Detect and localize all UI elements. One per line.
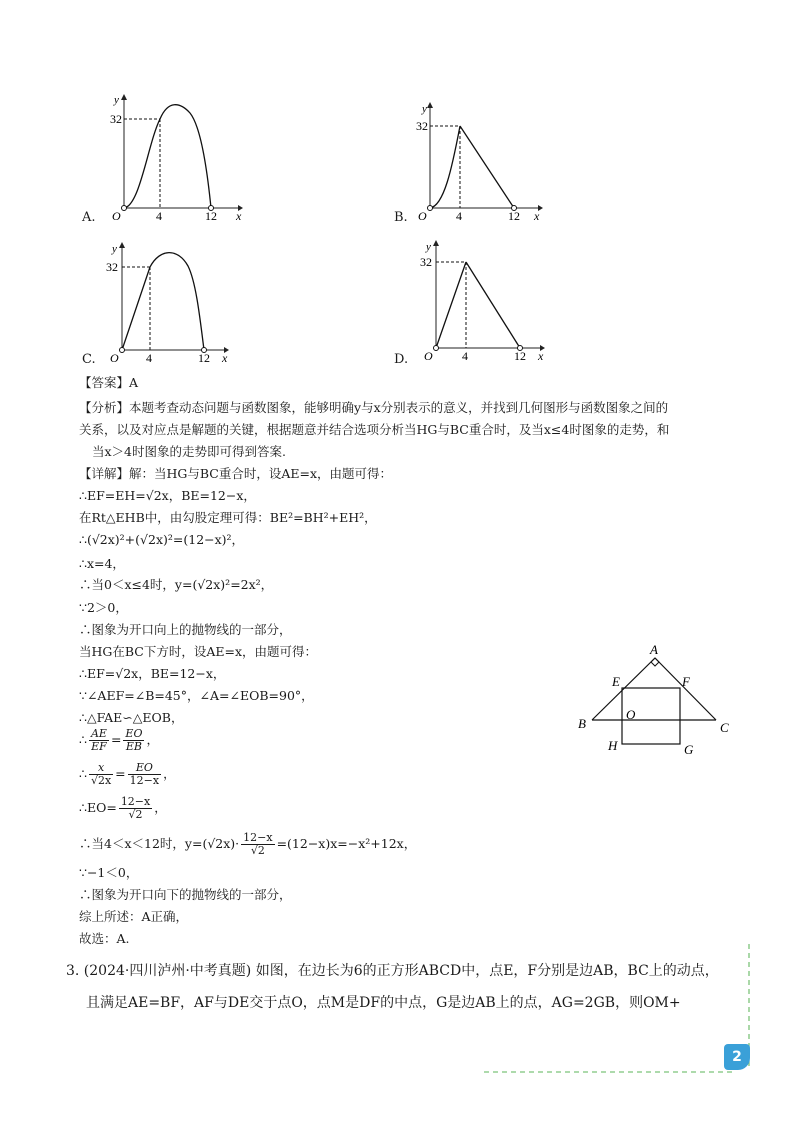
- option-label: C.: [82, 352, 96, 367]
- solution-line: ∴图象为开口向上的抛物线的一部分，: [79, 622, 292, 637]
- svg-text:12: 12: [198, 351, 210, 365]
- graph-d: [392, 236, 572, 366]
- answer: 【答案】A: [79, 375, 139, 390]
- solution-line: 在Rt△EHB中，由勾股定理可得：BE²=BH²+EH²，: [79, 510, 377, 525]
- svg-text:C: C: [720, 720, 729, 735]
- option-c: [80, 238, 260, 368]
- svg-text:O: O: [110, 351, 119, 365]
- question-3-line: 3. (2024·四川泸州·中考真题) 如图，在边长为6的正方形ABCD中，点E，F分别是边AB，BC上的动点，: [66, 963, 719, 979]
- svg-text:4: 4: [156, 209, 162, 223]
- analysis-line: 【分析】本题考查动态问题与函数图象，能够明确y与x分别表示的意义，并找到几何图形与函数图象之间的: [79, 400, 669, 415]
- solution-line: ∴EF=√2x，BE=12−x，: [79, 666, 226, 681]
- svg-text:A: A: [650, 642, 658, 657]
- svg-text:O: O: [112, 209, 121, 223]
- svg-text:y: y: [422, 103, 427, 115]
- fraction-line: ∴ $\frac{AE}{EF}$ = $\frac{EO}{EB}$ ，: [79, 727, 159, 753]
- solution-line: ∴(√2x)²+(√2x)²=(12−x)²，: [79, 532, 245, 547]
- svg-text:H: H: [608, 738, 618, 753]
- svg-text:O: O: [424, 349, 433, 363]
- solution-line: ∴当0＜x≤4时，y=(√2x)²=2x²，: [79, 577, 274, 592]
- peak-label: 32: [110, 112, 122, 126]
- geometry-figure: [570, 640, 740, 760]
- solution-line: ∵−1＜0，: [79, 865, 139, 880]
- svg-text:F: F: [682, 674, 690, 689]
- svg-text:32: 32: [106, 260, 118, 274]
- analysis-line: 当x＞4时图象的走势即可得到答案.: [92, 444, 286, 459]
- page-number: 2: [724, 1044, 750, 1070]
- svg-text:12: 12: [508, 209, 520, 223]
- solution-line: ∵2＞0，: [79, 600, 128, 615]
- graph-a: [80, 88, 260, 228]
- svg-text:y: y: [426, 241, 431, 253]
- fraction-line: ∴ $\frac{x}{√2x}$ = $\frac{EO}{12-x}$ ，: [79, 761, 176, 787]
- graph-b: [392, 98, 572, 228]
- fraction-line: ∴EO= $\frac{12-x}{√2}$ ，: [79, 795, 167, 821]
- svg-text:12: 12: [205, 209, 217, 223]
- svg-text:32: 32: [416, 119, 428, 133]
- option-label: A.: [82, 210, 96, 225]
- question-3-line: 且满足AE=BF，AF与DE交于点O，点M是DF的中点，G是边AB上的点，AG=2GB，则OM+: [86, 995, 681, 1011]
- option-label: B.: [394, 210, 408, 225]
- option-a: [80, 88, 260, 228]
- option-d: [392, 236, 572, 366]
- option-b: [392, 98, 572, 228]
- svg-text:4: 4: [462, 349, 468, 363]
- svg-text:x: x: [236, 209, 242, 223]
- svg-text:32: 32: [420, 255, 432, 269]
- svg-text:B: B: [578, 716, 586, 731]
- solution-line: 综上所述：A正确，: [79, 909, 189, 924]
- svg-text:O: O: [626, 707, 636, 722]
- svg-text:x: x: [222, 351, 228, 365]
- solution-line: ∴EF=EH=√2x，BE=12−x，: [79, 488, 256, 503]
- svg-text:y: y: [114, 94, 119, 106]
- svg-text:x: x: [538, 349, 544, 363]
- solution-line: ∴x=4，: [79, 556, 125, 571]
- solution-line: ∴图象为开口向下的抛物线的一部分，: [79, 887, 292, 902]
- option-label: D.: [394, 352, 409, 367]
- solution-line: 故选：A.: [79, 931, 130, 946]
- svg-text:y: y: [112, 243, 117, 255]
- svg-text:O: O: [418, 209, 427, 223]
- svg-text:E: E: [612, 674, 620, 689]
- svg-text:G: G: [684, 742, 694, 757]
- svg-text:x: x: [534, 209, 540, 223]
- solution-line: 【详解】解：当HG与BC重合时，设AE=x，由题可得：: [79, 466, 393, 481]
- svg-text:12: 12: [514, 349, 526, 363]
- solution-line: ∴△FAE∽△EOB，: [79, 710, 184, 725]
- solution-line: ∵∠AEF=∠B=45°，∠A=∠EOB=90°，: [79, 688, 314, 703]
- graph-c: [80, 238, 260, 368]
- svg-text:4: 4: [146, 351, 152, 365]
- analysis-line: 关系，以及对应点是解题的关键，根据题意并结合选项分析当HG与BC重合时，及当x≤4时图象的走势，和: [79, 422, 670, 437]
- svg-text:4: 4: [456, 209, 462, 223]
- solution-line: 当HG在BC下方时，设AE=x，由题可得：: [79, 644, 318, 659]
- fraction-line: ∴当4＜x＜12时，y=(√2x)· $\frac{12-x}{√2}$ =(12−x)x=−x²+12x，: [79, 831, 417, 857]
